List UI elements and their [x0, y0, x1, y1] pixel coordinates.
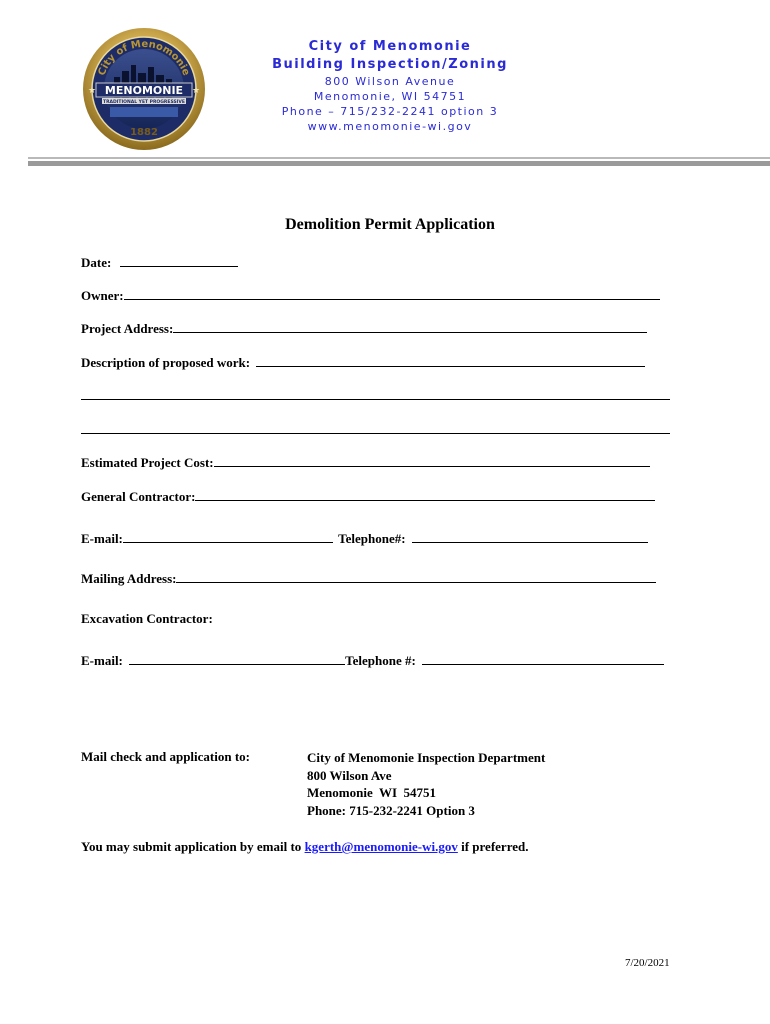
svg-text:★: ★	[88, 85, 97, 95]
org-name: City of Menomonie	[308, 39, 472, 54]
logo-year: 1882	[130, 127, 158, 138]
excavation-contractor-label: Excavation Contractor:	[81, 611, 213, 626]
estimated-cost-field[interactable]	[81, 454, 650, 471]
mail-city: Menomonie WI 54751	[307, 785, 437, 800]
mailing-address-field[interactable]	[81, 570, 656, 587]
date-blank[interactable]	[120, 254, 238, 267]
form-title: Demolition Permit Application	[285, 216, 495, 233]
owner-label: Owner:	[81, 288, 124, 303]
telephone-blank-1[interactable]	[412, 530, 648, 543]
excavation-contractor-field	[81, 611, 213, 627]
website: www.menomonie-wi.gov	[307, 120, 473, 133]
estimated-cost-label: Estimated Project Cost:	[81, 455, 214, 470]
submit-email-link[interactable]: kgerth@menomonie-wi.gov	[304, 839, 458, 854]
mail-to-address	[307, 749, 545, 819]
general-contractor-field[interactable]	[81, 488, 655, 505]
project-address-blank[interactable]	[173, 320, 647, 333]
email-blank-1[interactable]	[123, 530, 333, 543]
email-blank-2[interactable]	[129, 652, 345, 665]
svg-text:★: ★	[192, 85, 201, 95]
project-address-field[interactable]	[81, 320, 647, 337]
owner-blank[interactable]	[124, 287, 660, 300]
revision-date: 7/20/2021	[625, 957, 670, 969]
description-label: Description of proposed work:	[81, 355, 251, 370]
phone-line: Phone – 715/232-2241 option 3	[281, 105, 499, 118]
street-address: 800 Wilson Avenue	[324, 75, 456, 88]
date-field[interactable]	[81, 254, 238, 271]
estimated-cost-blank[interactable]	[214, 454, 650, 467]
contractor-contact-field[interactable]	[81, 530, 648, 547]
email-label-1: E-mail:	[81, 531, 123, 546]
project-address-label: Project Address:	[81, 321, 174, 336]
logo-banner-text: MENOMONIE	[104, 84, 184, 97]
mail-to-label: Mail check and application to:	[81, 749, 251, 764]
letterhead	[265, 38, 515, 134]
header-divider-thick	[28, 161, 770, 166]
telephone-blank-2[interactable]	[422, 652, 664, 665]
submit-prefix: You may submit application by email to	[81, 839, 305, 854]
city-seal-logo	[82, 27, 206, 151]
submit-suffix: if preferred.	[457, 839, 529, 854]
mailing-address-label: Mailing Address:	[81, 571, 177, 586]
city-state-zip: Menomonie, WI 54751	[313, 90, 467, 103]
description-line-2[interactable]	[81, 399, 670, 400]
email-label-2: E-mail:	[81, 653, 123, 668]
date-label: Date:	[81, 255, 112, 270]
mailing-address-blank[interactable]	[176, 570, 656, 583]
header-divider	[28, 157, 770, 159]
mail-dept: City of Menomonie Inspection Department	[307, 750, 546, 765]
description-field[interactable]	[81, 354, 645, 371]
telephone-label-1: Telephone#:	[338, 531, 406, 546]
logo-tagline: TRADITIONAL YET PROGRESSIVE	[103, 100, 185, 105]
general-contractor-blank[interactable]	[195, 488, 655, 501]
telephone-label-2: Telephone #:	[345, 653, 416, 668]
department-name: Building Inspection/Zoning	[272, 57, 508, 72]
mail-phone: Phone: 715-232-2241 Option 3	[307, 802, 475, 818]
owner-field[interactable]	[81, 287, 660, 304]
submit-note	[81, 839, 528, 855]
logo-arc-text: City of Menomonie	[96, 38, 192, 78]
description-line-3[interactable]	[81, 433, 670, 434]
mail-street: 800 Wilson Ave	[307, 767, 392, 783]
description-blank[interactable]	[256, 354, 645, 367]
excavation-contact-field[interactable]	[81, 652, 664, 669]
general-contractor-label: General Contractor:	[81, 489, 196, 504]
